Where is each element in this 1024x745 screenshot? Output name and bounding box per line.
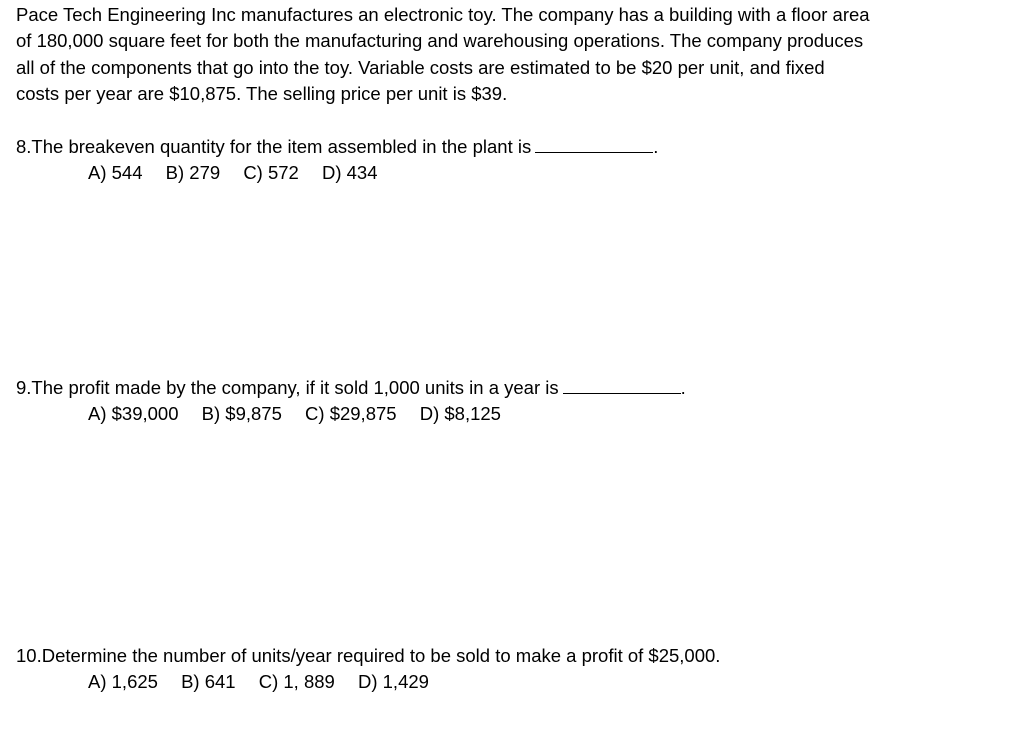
question-text: 8.The breakeven quantity for the item assembled in the plant is [16,136,532,157]
question-8 [16,134,1006,187]
option-c: C) 572 [243,162,299,184]
question-stem [16,643,1006,669]
option-a: A) 544 [88,162,143,184]
option-c: C) $29,875 [305,403,397,425]
question-9 [16,375,1006,428]
option-a: A) $39,000 [88,403,179,425]
problem-intro [16,2,976,107]
option-d: D) $8,125 [419,403,501,425]
question-stem [16,134,1006,160]
answer-options [16,160,1006,186]
option-d: D) 434 [321,162,378,184]
option-b: B) 279 [165,162,221,184]
answer-blank [563,379,681,394]
answer-blank [535,138,653,153]
question-terminal: . [680,377,686,398]
option-b: B) 641 [181,671,236,693]
question-text: 10.Determine the number of units/year required to be sold to make a profit of $25,000. [16,645,721,666]
intro-line: all of the components that go into the toy. Variable costs are estimated to be $20 per unit, and fixed [16,56,825,78]
answer-options [16,401,1006,427]
question-text: 9.The profit made by the company, if it sold 1,000 units in a year is [16,377,559,398]
intro-line: costs per year are $10,875. The selling price per unit is $39. [16,82,508,104]
question-terminal: . [653,136,659,157]
option-d: D) 1,429 [357,671,429,693]
question-stem [16,375,1006,401]
option-a: A) 1,625 [88,671,158,693]
option-b: B) $9,875 [201,403,282,425]
intro-line: Pace Tech Engineering Inc manufactures an electronic toy. The company has a building with a floor area [16,4,870,25]
question-10 [16,643,1006,696]
answer-options [16,669,1006,695]
intro-line: of 180,000 square feet for both the manufacturing and warehousing operations. The company produces [16,30,864,52]
option-c: C) 1, 889 [258,671,335,693]
